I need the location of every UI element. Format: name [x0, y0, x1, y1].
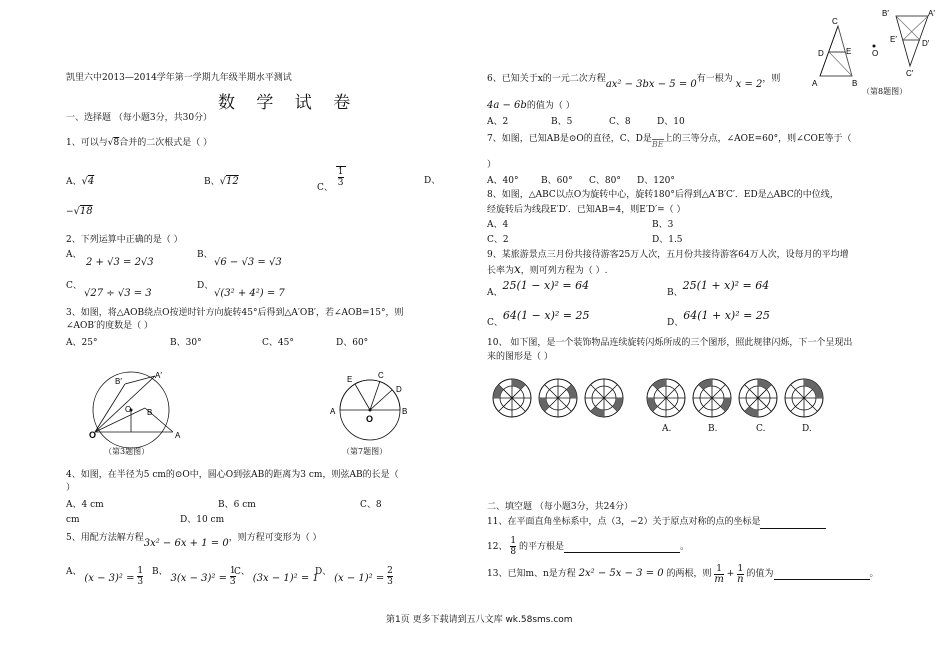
school-heading: 凯里六中2013—2014学年第一学期九年级半期水平测试: [66, 73, 292, 83]
q10-choice-d-figure: [785, 379, 823, 417]
q10-choice-a-figure: [647, 379, 685, 417]
q5-option-d[interactable]: D、 (x − 1)² = $\frac{2}{3}$: [315, 566, 393, 587]
fig7-label-d: D: [396, 385, 402, 394]
q13-answer-blank[interactable]: [774, 569, 870, 580]
figure-q3: [85, 370, 195, 450]
q2-option-d[interactable]: √(3² + 4²) = 7: [214, 288, 285, 299]
fig8-label-o: O: [872, 49, 879, 58]
q8-option-a[interactable]: A、4: [487, 220, 509, 230]
q5-option-c[interactable]: C、 (3x − 1)² = 1: [234, 567, 319, 584]
q5-stem: 5、用配方法解方程3x² − 6x + 1 = 0，则方程可变形为（ ）: [66, 533, 322, 549]
q13-stem: 13、已知m、n是方程 2x² − 5x − 3 = 0 的两根，则 $\frac{1}{m}$ + $\frac{1}{n}$ 的值为 。: [487, 564, 879, 585]
fig7-label-c: C: [378, 371, 384, 380]
q3-line2: ∠AOB′的度数是（ ）: [66, 321, 153, 331]
fig8-label-e: E: [846, 47, 852, 56]
q4-option-c-unit: cm: [66, 515, 80, 525]
q6-option-d[interactable]: D、10: [657, 117, 685, 127]
q3-option-d[interactable]: D、60°: [336, 338, 369, 348]
q8-line2: 经旋转后为线段E′D′．已知AB=4，则E′D′=（ ）: [487, 205, 686, 215]
q4-line2: ）: [66, 483, 76, 493]
fig7-label-b: B: [402, 407, 408, 416]
q10-figure-1: [493, 379, 531, 417]
q6-option-c[interactable]: C、8: [609, 117, 631, 127]
q3-option-a[interactable]: A、25°: [66, 338, 98, 348]
q4-option-b[interactable]: B、6 cm: [218, 500, 256, 510]
q6-stem2: 4a − 6b的值为（ ）: [487, 100, 575, 111]
q3-option-c[interactable]: C、45°: [262, 338, 294, 348]
q11-answer-blank[interactable]: [760, 517, 826, 529]
figure-q8: [808, 8, 938, 90]
fig7-label-e: E: [347, 375, 353, 384]
fig8-label-b: B: [852, 79, 858, 88]
fig7-label-a: A: [330, 407, 336, 416]
fig8-label-a: A: [812, 79, 818, 88]
q1-stem: 1、可以与√8合并的二次根式是（ ）: [66, 138, 213, 148]
fig8-label-bprime: B′: [882, 9, 889, 18]
q2-option-a[interactable]: 2 + √3 = 2√3: [86, 257, 154, 268]
section2-heading: 二、填空题 （每小题3分，共24分）: [487, 502, 634, 512]
q8-option-d[interactable]: D、1.5: [652, 235, 683, 245]
q2-option-b[interactable]: √6 − √3 = √3: [214, 257, 282, 268]
fig3-label-bprime: B′: [115, 377, 122, 386]
q8-line1: 8、如图，△ABC以点O为旋转中心，旋转180°后得到△A′B′C′．ED是△ABC的中位线，: [487, 190, 839, 200]
q9-option-a[interactable]: A、25(1 − x)² = 64: [487, 279, 590, 298]
fig7-label-o: O: [366, 414, 374, 424]
q1-option-d[interactable]: −√18: [66, 206, 93, 217]
q10-option-d[interactable]: D.: [802, 424, 812, 434]
q12-stem: 12、 $\frac{1}{8}$ 的平方根是 。: [487, 536, 689, 557]
figure-q7: [330, 370, 410, 425]
q10-figure-3: [585, 379, 623, 417]
q9-line2: 长率为x，则可列方程为（ ）.: [487, 262, 608, 276]
q4-option-d[interactable]: D、10 cm: [180, 515, 225, 525]
q5-option-b[interactable]: B、 3(x − 3)² = $\frac{1}{3}$: [152, 566, 236, 587]
q7-stem2: ）: [487, 160, 497, 170]
q1-option-c[interactable]: C、 $\frac{1}{3}$: [317, 167, 344, 193]
q12-answer-blank[interactable]: [564, 542, 680, 553]
fig3-label-o: O: [89, 430, 97, 440]
q10-line2: 来的图形是（ ）: [487, 352, 553, 362]
fig3-label-a: A: [175, 431, 181, 440]
q10-option-a[interactable]: A.: [662, 424, 672, 434]
q2-option-d-label[interactable]: D、: [197, 281, 214, 291]
fig3-label-aprime: A′: [155, 371, 162, 380]
q10-figures: [490, 374, 830, 420]
fig3-label-b: B: [147, 408, 153, 417]
q2-option-b-label[interactable]: B、: [197, 250, 213, 260]
q1-option-d-label[interactable]: D、: [424, 176, 441, 186]
fig8-label-d: D: [818, 49, 824, 58]
q10-option-b[interactable]: B.: [708, 424, 718, 434]
q3-line1: 3、如图，将△AOB绕点O按逆时针方向旋转45°后得到△A′OB′，若∠AOB=15°，则: [66, 308, 404, 318]
q4-option-a[interactable]: A、4 cm: [66, 500, 104, 510]
q6-option-a[interactable]: A、2: [487, 117, 509, 127]
q7-stem: 7、如图，已知AB是⊙O的直径，C、D是BE上的三等分点，∠AOE=60°，则∠COE等于（: [487, 134, 852, 149]
fig7-caption: （第7题图）: [342, 447, 388, 456]
fig3-caption: （第3题图）: [104, 447, 150, 456]
q4-option-c[interactable]: C、8: [360, 500, 382, 510]
fig8-label-aprime: A′: [928, 9, 935, 18]
q7-option-d[interactable]: D、120°: [637, 176, 675, 186]
q1-option-a[interactable]: A、√4: [66, 176, 95, 187]
page-title: 数 学 试 卷: [218, 93, 359, 113]
page-footer: 第1页 更多下载请到五八文库 wk.58sms.com: [386, 615, 573, 625]
fig8-label-dprime: D′: [922, 39, 930, 48]
fig8-label-cprime: C′: [906, 69, 914, 78]
q2-option-a-label[interactable]: A、: [66, 250, 82, 260]
q6-stem: 6、已知关于x的一元二次方程ax² − 3bx − 5 = 0有一根为 x = 2，则: [487, 74, 781, 90]
q10-choice-c-figure: [739, 379, 777, 417]
q10-choice-b-figure: [693, 379, 731, 417]
q5-option-a[interactable]: A、 (x − 3)² = $\frac{1}{3}$: [66, 566, 144, 587]
q9-option-b[interactable]: B、25(1 + x)² = 64: [667, 279, 770, 298]
section1-heading: 一、选择题 （每小题3分，共30分）: [66, 113, 213, 123]
q6-option-b[interactable]: B、5: [551, 117, 573, 127]
q2-option-c[interactable]: √27 ÷ √3 = 3: [84, 288, 152, 299]
q10-line1: 10、 如下图，是一个装饰物品连续旋转闪烁所成的三个图形，照此规律闪烁，下一个呈现出: [487, 338, 853, 348]
q9-option-c[interactable]: C、64(1 − x)² = 25: [487, 309, 590, 328]
fig8-label-c: C: [832, 17, 838, 26]
q2-option-c-label[interactable]: C、: [66, 281, 82, 291]
fig8-caption: （第8题图）: [862, 87, 908, 96]
fig8-label-eprime: E′: [890, 35, 897, 44]
q9-option-d[interactable]: D、64(1 + x)² = 25: [667, 309, 770, 328]
q10-figure-2: [539, 379, 577, 417]
q7-option-b[interactable]: B、60°: [541, 176, 573, 186]
q8-option-b[interactable]: B、3: [652, 220, 674, 230]
q4-line1: 4、如图，在半径为5 cm的⊙O中，圆心O到弦AB的距离为3 cm，则弦AB的长是（: [66, 470, 399, 480]
q3-option-b[interactable]: B、30°: [170, 338, 202, 348]
q10-option-c[interactable]: C.: [756, 424, 766, 434]
q11-stem: 11、在平面直角坐标系中，点（3，−2）关于原点对称的点的坐标是: [487, 517, 826, 529]
q2-stem: 2、下列运算中正确的是（ ）: [66, 235, 183, 245]
q1-option-b[interactable]: B、√12: [204, 176, 239, 187]
fig3-label-center: O: [125, 405, 132, 414]
q7-option-a[interactable]: A、40°: [487, 176, 519, 186]
q9-line1: 9、某旅游景点三月份共接待游客25万人次，五月份共接待游客64万人次，设每月的平均增: [487, 250, 849, 260]
q7-option-c[interactable]: C、80°: [589, 176, 621, 186]
q8-option-c[interactable]: C、2: [487, 235, 509, 245]
